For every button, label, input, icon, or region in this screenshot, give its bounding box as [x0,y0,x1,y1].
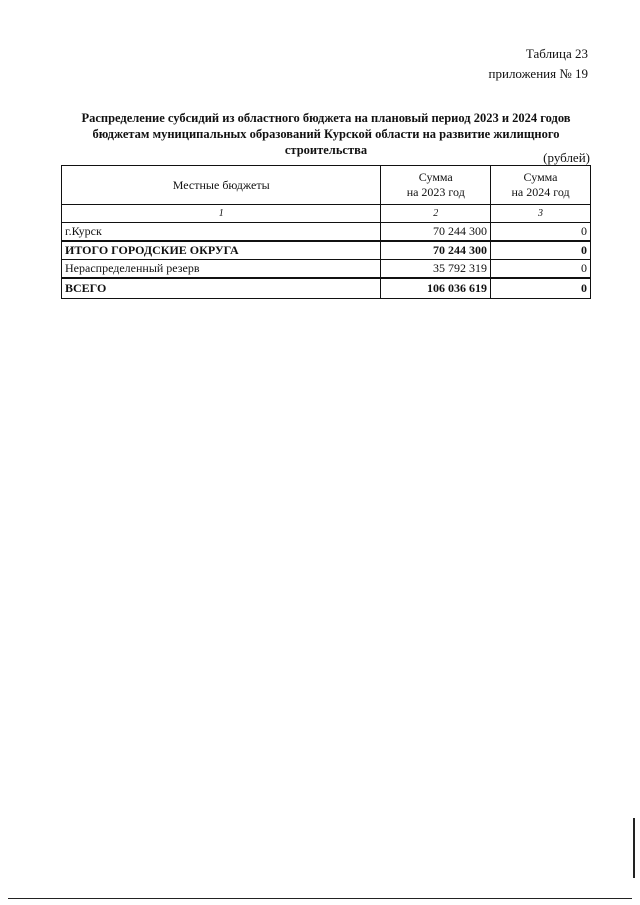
row-amount-2023: 35 792 319 [381,260,491,279]
header-reference [489,44,588,84]
subsidy-table [61,165,591,299]
column-index-1: 1 [62,205,381,223]
scan-edge-right [633,818,635,878]
column-index-2: 2 [381,205,491,223]
row-name: ИТОГО ГОРОДСКИЕ ОКРУГА [62,241,381,260]
row-amount-2023: 70 244 300 [381,241,491,260]
column-header-budgets: Местные бюджеты [62,166,381,205]
table-header-row [62,166,591,205]
column-header-2023: Сумма на 2023 год [381,166,491,205]
table-row [62,260,591,279]
table-row-subtotal [62,241,591,260]
unit-label: (рублей) [543,150,590,165]
table-row-total [62,278,591,299]
row-amount-2023: 70 244 300 [381,223,491,242]
row-amount-2023: 106 036 619 [381,278,491,299]
scan-edge-bottom [8,898,632,899]
row-name: ВСЕГО [62,278,381,299]
table-number: Таблица 23 [525,46,588,61]
row-amount-2024: 0 [491,260,591,279]
document-title: Распределение субсидий из областного бюджета на плановый период 2023 и 2024 годов бюджетам муниципальных образований Курской области на развитие жилищного строительства [81,111,571,157]
table-row [62,223,591,242]
column-index-row [62,205,591,223]
row-amount-2024: 0 [491,241,591,260]
column-header-2024: Сумма на 2024 год [491,166,591,205]
appendix-number: приложения № 19 [488,66,588,81]
row-amount-2024: 0 [491,223,591,242]
column-index-3: 3 [491,205,591,223]
row-amount-2024: 0 [491,278,591,299]
row-name: г.Курск [62,223,381,242]
row-name: Нераспределенный резерв [62,260,381,279]
